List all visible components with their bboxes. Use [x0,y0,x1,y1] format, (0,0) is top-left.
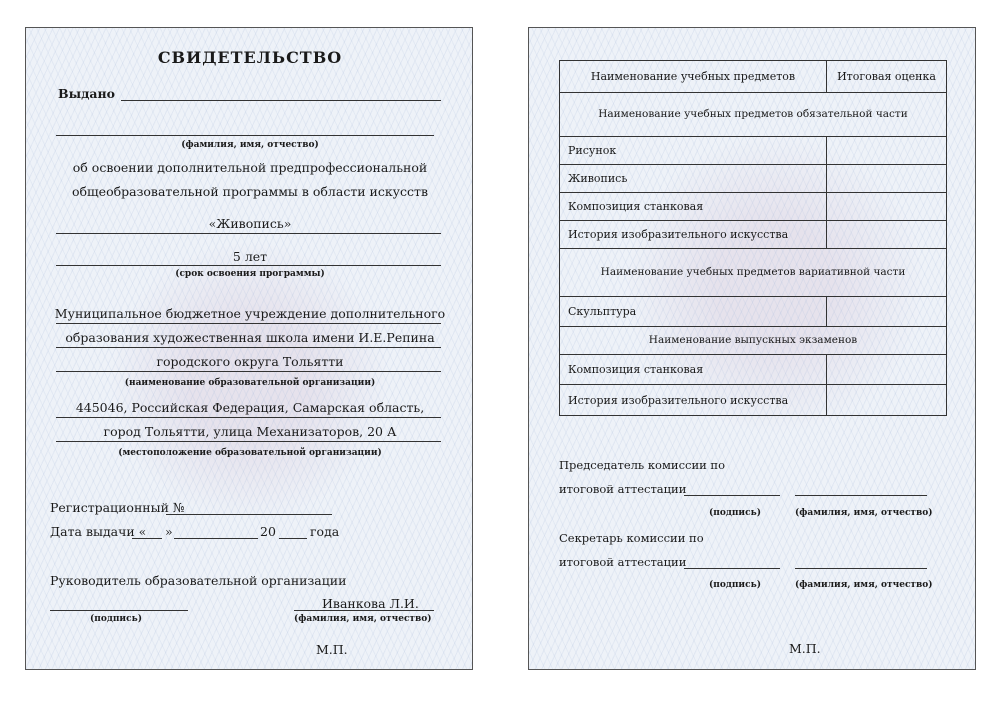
table-row [560,297,947,327]
section-variative: Наименование учебных предметов вариативной части [560,249,947,297]
secretary-signature-field[interactable] [684,568,780,569]
issued-to-line[interactable] [121,100,441,101]
subject-name: Композиция станковая [560,193,827,221]
reg-number-field[interactable] [166,514,332,515]
duration-line [56,265,441,266]
org-line-3 [56,371,441,372]
org-name-2: образования художественная школа имени И.Е.Репина [65,330,435,345]
head-fio-caption: (фамилия, имя, отчество) [294,614,432,624]
org-caption: (наименование образовательной организации) [124,378,376,388]
issued-to-line-2[interactable] [56,135,434,136]
head-name: Иванкова Л.И. [322,596,419,611]
grade-cell[interactable] [827,385,947,416]
address-line-1 [56,417,441,418]
grade-cell[interactable] [827,221,947,249]
issue-day-field[interactable] [132,538,162,539]
address-line-2 [56,441,441,442]
table-row [560,385,947,416]
col-grade-header: Итоговая оценка [827,61,947,93]
grade-cell[interactable] [827,193,947,221]
address-caption: (местоположение образовательной организации) [118,448,382,458]
issue-year-prefix: 20 [260,524,276,539]
table-row [560,355,947,385]
grades-table [559,60,947,416]
issue-date-label: Дата выдачи « [50,524,147,539]
section-mandatory: Наименование учебных предметов обязательной части [560,93,947,137]
table-row [560,221,947,249]
chair-label-2: итоговой аттестации [559,482,687,496]
col-subject-header: Наименование учебных предметов [560,61,827,93]
chair-label-1: Председатель комиссии по [559,458,726,472]
subject-name: Композиция станковая [560,355,827,385]
table-row [560,137,947,165]
org-line-2 [56,347,441,348]
head-name-line [294,610,434,611]
fio-caption: (фамилия, имя, отчество) [181,140,319,150]
grade-cell[interactable] [827,165,947,193]
mastery-text-2: общеобразовательной программы в области искусств [72,184,428,199]
chair-fio-caption: (фамилия, имя, отчество) [795,508,933,518]
table-row [560,165,947,193]
subject-name: Рисунок [560,137,827,165]
head-signature-caption: (подпись) [90,614,142,624]
certificate-right-page [528,27,976,670]
section-exams: Наименование выпускных экзаменов [560,327,947,355]
issue-date-quote: » [165,524,173,539]
org-name-1: Муниципальное бюджетное учреждение дополнительного [54,306,446,321]
org-name-3: городского округа Тольятти [156,354,344,369]
head-signature-field[interactable] [50,610,188,611]
address-1: 445046, Российская Федерация, Самарская область, [75,400,425,415]
grade-cell[interactable] [827,355,947,385]
org-line-1 [56,323,441,324]
subject-name: Живопись [560,165,827,193]
issue-date-suffix: года [310,524,340,539]
head-label: Руководитель образовательной организации [50,573,347,588]
secretary-signature-caption: (подпись) [709,580,761,590]
certificate-title: СВИДЕТЕЛЬСТВО [157,48,343,67]
mastery-text-1: об освоении дополнительной предпрофессиональной [72,160,428,175]
right-stamp-place: М.П. [789,641,821,656]
chair-signature-caption: (подпись) [709,508,761,518]
secretary-label-1: Секретарь комиссии по [559,531,704,545]
subject-name: История изобразительного искусства [560,221,827,249]
chair-name-field[interactable] [795,495,927,496]
secretary-label-2: итоговой аттестации [559,555,687,569]
issued-label: Выдано [58,86,116,101]
grade-cell[interactable] [827,137,947,165]
table-row [560,193,947,221]
certificate-left-page [25,27,473,670]
secretary-name-field[interactable] [795,568,927,569]
subject-name: История изобразительного искусства [560,385,827,416]
secretary-fio-caption: (фамилия, имя, отчество) [795,580,933,590]
grade-cell[interactable] [827,297,947,327]
program-name: «Живопись» [208,216,292,231]
duration-caption: (срок освоения программы) [175,269,325,279]
left-stamp-place: М.П. [316,642,348,657]
subject-name: Скульптура [560,297,827,327]
reg-number-label: Регистрационный № [50,500,185,515]
issue-month-field[interactable] [174,538,258,539]
chair-signature-field[interactable] [684,495,780,496]
program-duration: 5 лет [232,249,268,264]
address-2: город Тольятти, улица Механизаторов, 20 А [103,424,397,439]
program-name-line [56,233,441,234]
issue-year-field[interactable] [279,538,307,539]
